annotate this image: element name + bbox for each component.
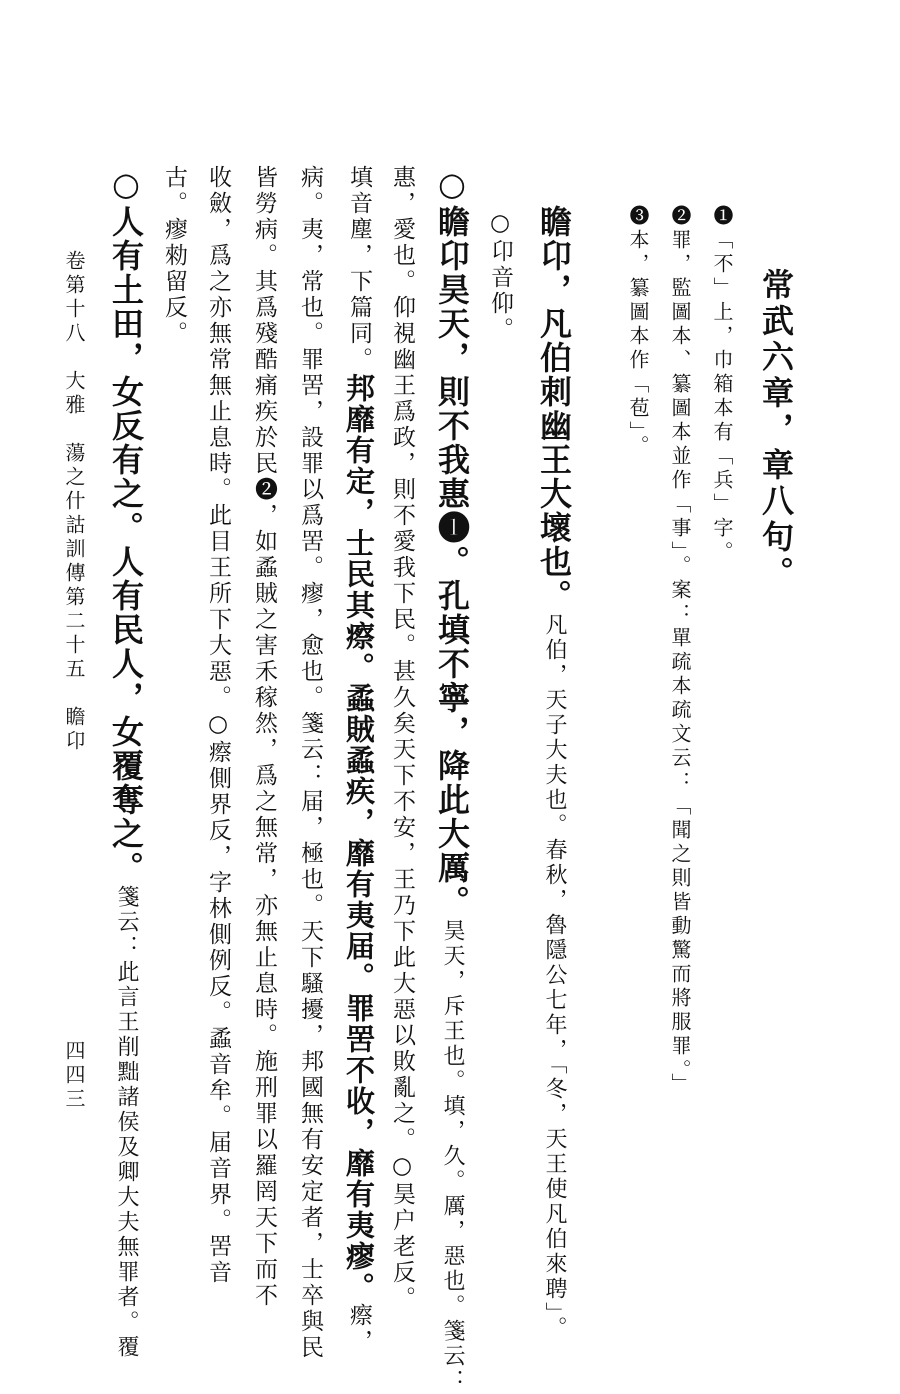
footnote-1: ❶「不」上，巾箱本有「兵」字。 <box>710 205 734 565</box>
text-column-1 <box>433 165 471 1394</box>
commentary-column-4: 病。夷，常也。罪罟，設罪以爲罟。瘳，愈也。箋云：届，極也。天下騷擾，邦國無有安定者，士卒與民 <box>297 165 323 1361</box>
poem-title-line <box>535 205 573 1360</box>
commentary-column-6: 收斂，爲之亦無常無止息時。此目王所下大惡。○瘵側界反，字林側例反。蟊音牟。届音界。罟音 <box>205 165 231 1286</box>
commentary-column-5: 皆勞病。其爲殘酷痛疾於民❷，如蟊賊之害禾稼然，爲之無常，亦無止息時。施刑罪以羅罔天下而不 <box>251 165 277 1309</box>
running-head: 卷第十八 大雅 蕩之什詁訓傳第二十五 瞻卬 <box>62 250 86 754</box>
footnote-2: ❷罪，監圖本、纂圖本並作「事」。案：單疏本疏文云：「聞之則皆動驚而將服罪。」 <box>668 205 692 1097</box>
text-column-8 <box>107 165 145 1375</box>
footnote-3: ❸本，纂圖本作「苞」。 <box>626 205 650 459</box>
verse-text: 邦靡有定，士民其瘵。蟊賊蟊疾，靡有夷届。罪罟不收，靡有夷瘳。 <box>342 373 376 1303</box>
title-sound-gloss: ○卬音仰。 <box>487 210 513 343</box>
text-column-3 <box>342 165 376 1375</box>
commentary-column-7: 古。瘳勑留反。 <box>161 165 187 347</box>
commentary: 箋云：此言王削黜諸侯及卿大夫無罪者。覆 <box>114 885 139 1360</box>
commentary: 瘵， <box>346 1303 372 1355</box>
commentary: 昊天，斥王也。填，久。厲，惡也。箋云： <box>440 919 465 1394</box>
ode-heading: 常武六章，章八句。 <box>757 268 795 592</box>
title-note: 凡伯，天子大夫也。春秋，魯隱公七年，「冬，天王使凡伯來聘」。 <box>542 613 567 1341</box>
commentary-column-2: 惠，愛也。仰視幽王爲政，則不愛我下民。甚久矣天下不安，王乃下此大惡以敗亂之。○昊户老反。 <box>389 165 415 1312</box>
commentary: 填音塵，下篇同。 <box>346 165 372 373</box>
verse-text: ○人有土田，女反有之。人有民人，女覆奪之。 <box>107 165 145 885</box>
page-number: 四四三 <box>62 1040 86 1112</box>
verse-text: ○瞻卬昊天，則不我惠❶。孔填不寧，降此大厲。 <box>433 165 471 919</box>
poem-title: 瞻卬，凡伯刺幽王大壞也。 <box>535 205 573 613</box>
